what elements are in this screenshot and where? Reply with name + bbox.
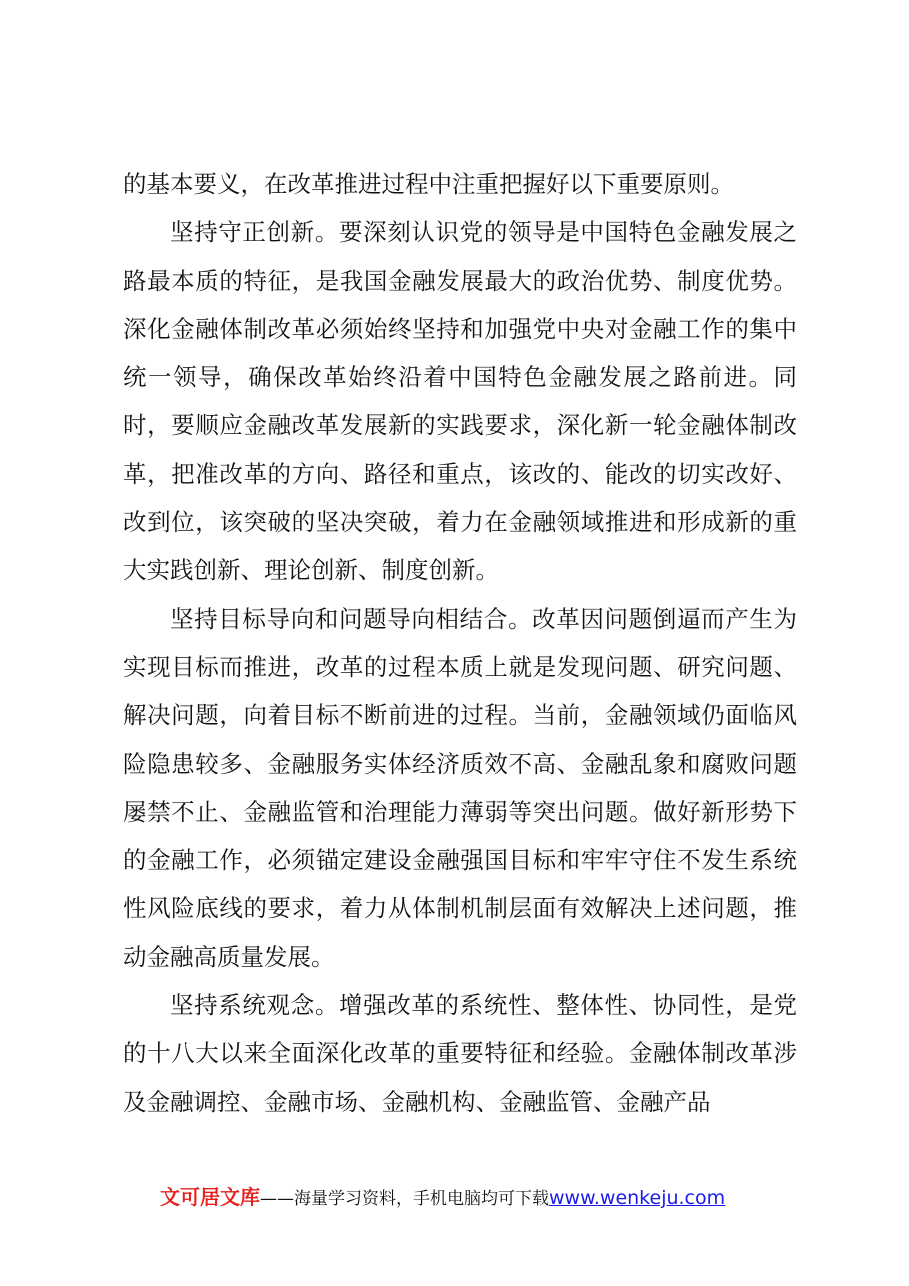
- paragraph-goal-problem: 坚持目标导向和问题导向相结合。改革因问题倒逼而产生为实现目标而推进，改革的过程本质上就是发现问题、研究问题、解决问题，向着目标不断前进的过程。当前，金融领域仍面临风险隐患较多、金融服务实体经济质效不高、金融乱象和腐败问题屡禁不止、金融监管和治理能力薄弱等突出问题。做好新形势下的金融工作，必须锚定建设金融强国目标和牢牢守住不发生系统性风险底线的要求，着力从体制机制层面有效解决上述问题，推动金融高质量发展。: [123, 604, 797, 971]
- document-body: [123, 160, 797, 1126]
- footer-slogan: ——海量学习资料，手机电脑均可下载: [260, 1189, 549, 1209]
- paragraph-continuation: 的基本要义，在改革推进过程中注重把握好以下重要原则。: [123, 170, 734, 198]
- footer-website-link[interactable]: www.wenkeju.com: [549, 1187, 726, 1209]
- footer-banner: [160, 1182, 800, 1212]
- paragraph-innovation: 坚持守正创新。要深刻认识党的领导是中国特色金融发展之路最本质的特征，是我国金融发展最大的政治优势、制度优势。深化金融体制改革必须始终坚持和加强党中央对金融工作的集中统一领导，确保改革始终沿着中国特色金融发展之路前进。同时，要顺应金融改革发展新的实践要求，深化新一轮金融体制改革，把准改革的方向、路径和重点，该改的、能改的切实改好、改到位，该突破的坚决突破，着力在金融领域推进和形成新的重大实践创新、理论创新、制度创新。: [123, 218, 797, 585]
- footer-brand: 文可居文库: [160, 1185, 260, 1209]
- paragraph-system: 坚持系统观念。增强改革的系统性、整体性、协同性，是党的十八大以来全面深化改革的重要特征和经验。金融体制改革涉及金融调控、金融市场、金融机构、金融监管、金融产品: [123, 991, 797, 1116]
